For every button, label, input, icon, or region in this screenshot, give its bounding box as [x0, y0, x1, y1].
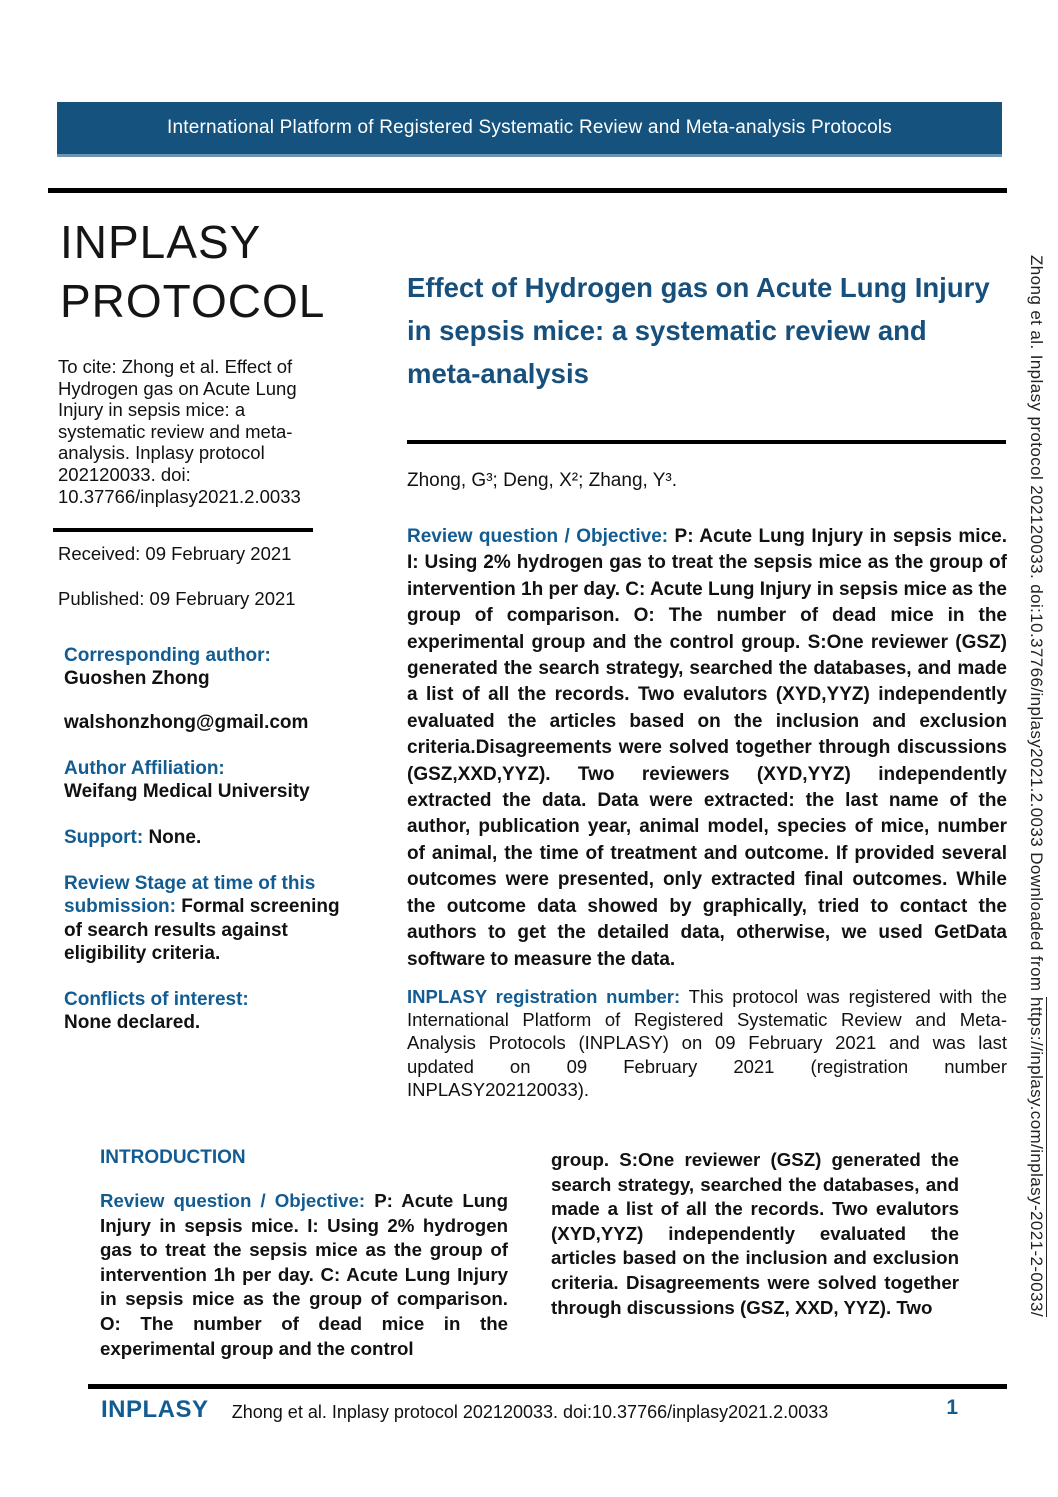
introduction-column-2: group. S:One reviewer (GSZ) generated the search strategy, searched the databases, and made a list of all the records. Two evalutors (XYD,YYZ) independently evaluated the articles based on the inclusion and exclusion criteria. Disagreements were solved together through discussions (GSZ, XXD, YYZ). Two	[551, 1149, 959, 1318]
conflicts-label: Conflicts of interest:	[64, 989, 249, 1010]
footer-citation: Zhong et al. Inplasy protocol 202120033. doi:10.37766/inplasy2021.2.0033	[231, 1402, 829, 1422]
sidebar-download-link[interactable]: https://inplasy.com/inplasy-2021-2-0033/	[1027, 996, 1046, 1317]
footer-logo: INPLASY	[101, 1396, 209, 1423]
published-date: Published: 09 February 2021	[58, 588, 296, 609]
registration-label: INPLASY registration number:	[407, 986, 681, 1007]
left-column-divider	[53, 528, 313, 532]
review-stage-label: Review Stage at time of this submission:	[64, 873, 316, 918]
introduction-heading: INTRODUCTION	[100, 1147, 246, 1168]
corresponding-author-email: walshonzhong@gmail.com	[64, 712, 309, 733]
review-question-body: P: Acute Lung Injury in sepsis mice. I: Using 2% hydrogen gas to treat the sepsis mice as the group of intervention 1h per day. C: Acute Lung Injury in sepsis mice as the group of comparison. O: The number of dead mice in the experimental group and the control group. S:One reviewer (GSZ) generated the search strategy, searched the databases, and made a list of all the records. Two evalutors (XYD,YYZ) independently evaluated the articles based on the inclusion and exclusion criteria.Disagreements were solved together through discussions (GSZ,XXD,YYZ). Two reviewers (XYD,YYZ) independently extracted the data. Data were extracted: the last name of the author, publication year, animal model, species of mice, number of animal, the time of treatment and outcome. If provided several outcomes were presented, only extracted final outcomes. While the outcome data showed by graphically, tried to contact the authors to get the detailed data, otherwise, we used GetData software to measure the data.	[407, 526, 1007, 970]
review-question-paragraph	[407, 524, 1007, 973]
corresponding-author-name: Guoshen Zhong	[64, 668, 210, 689]
footer-divider	[88, 1384, 1007, 1389]
platform-banner-text: International Platform of Registered Systematic Review and Meta-analysis Protocols	[167, 117, 892, 138]
introduction-column-1-body: P: Acute Lung Injury in sepsis mice. I: Using 2% hydrogen gas to treat the sepsis mice as the group of intervention 1h per day. C: Acute Lung Injury in sepsis mice as the group of comparison. O: The number of dead mice in the experimental group and the control	[100, 1190, 508, 1359]
sidebar-citation-text: Zhong et al. Inplasy protocol 202120033. doi:10.37766/inplasy2021.2.0033 Downloaded from	[1027, 255, 1046, 997]
received-date: Received: 09 February 2021	[58, 543, 292, 564]
platform-banner	[57, 102, 1002, 157]
masthead-title	[60, 213, 360, 331]
corresponding-author-label: Corresponding author:	[64, 645, 271, 666]
citation-note: To cite: Zhong et al. Effect of Hydrogen gas on Acute Lung Injury in sepsis mice: a systematic review and meta-analysis. Inplasy protocol 202120033. doi: 10.37766/inplasy2021.2.0033	[58, 356, 301, 507]
masthead-title-line1: INPLASY	[60, 216, 262, 268]
affiliation-label: Author Affiliation:	[64, 758, 225, 779]
support-label: Support:	[64, 827, 144, 848]
review-stage-line	[64, 872, 356, 965]
top-divider	[48, 188, 1007, 193]
conflicts-value: None declared.	[64, 1012, 201, 1033]
registration-body: This protocol was registered with the International Platform of Registered Systematic Review and Meta-Analysis Protocols (INPLASY) on 09 February 2021 and was last updated on 09 February 2021 (registration number INPLASY202120033).	[407, 986, 1007, 1100]
sidebar-running-title	[1016, 255, 1046, 1345]
affiliation-value: Weifang Medical University	[64, 781, 310, 802]
support-line	[64, 826, 356, 849]
article-title: Effect of Hydrogen gas on Acute Lung Injury in sepsis mice: a systematic review and meta-analysis	[407, 272, 990, 389]
page-number: 1	[946, 1396, 958, 1419]
author-list: Zhong, G³; Deng, X²; Zhang, Y³.	[407, 470, 677, 491]
masthead-title-line2: PROTOCOL	[60, 275, 326, 327]
introduction-column-1	[100, 1189, 508, 1361]
review-stage-value: Formal screening of search results against eligibility criteria.	[64, 896, 340, 964]
title-divider	[407, 440, 1006, 444]
support-value: None.	[148, 827, 202, 848]
registration-paragraph	[407, 985, 1007, 1101]
introduction-review-question-label: Review question / Objective:	[100, 1190, 366, 1211]
review-question-label: Review question / Objective:	[407, 526, 669, 547]
